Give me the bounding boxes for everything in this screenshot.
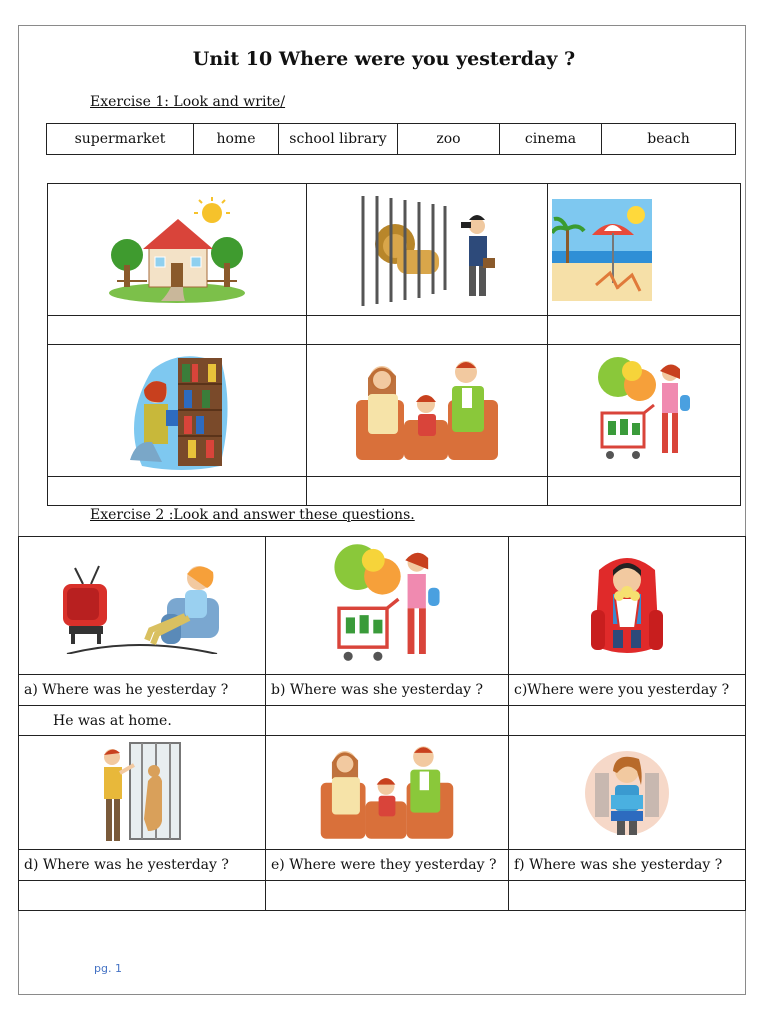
cinema-family-icon — [352, 356, 502, 466]
answer-blank[interactable] — [548, 477, 741, 506]
beach-icon — [552, 199, 652, 301]
word-home: home — [194, 124, 279, 155]
picture-cell — [307, 184, 548, 316]
word-zoo: zoo — [398, 124, 500, 155]
page-title: Unit 10 Where were you yesterday ? — [192, 48, 576, 70]
picture-cell — [509, 537, 746, 675]
watching-tv-icon — [57, 558, 227, 654]
answer-blank[interactable] — [307, 316, 548, 345]
supermarket-shopper-icon — [332, 542, 442, 670]
word-supermarket: supermarket — [47, 124, 194, 155]
picture-cell — [548, 345, 741, 477]
picture-cell — [266, 537, 509, 675]
library-icon — [122, 350, 232, 472]
word-cinema: cinema — [500, 124, 602, 155]
word-school-library: school library — [279, 124, 398, 155]
picture-cell — [307, 345, 548, 477]
supermarket-shopper-icon — [596, 355, 692, 467]
boy-popcorn-cinema-icon — [589, 550, 665, 662]
answer-blank[interactable] — [48, 477, 307, 506]
question-c: c)Where were you yesterday ? — [509, 675, 746, 706]
girl-reading-library-icon — [581, 745, 673, 841]
question-e: e) Where were they yesterday ? — [266, 850, 509, 881]
question-b: b) Where was she yesterday ? — [266, 675, 509, 706]
zoo-lion-icon — [357, 194, 497, 306]
picture-cell — [509, 736, 746, 850]
house-icon — [107, 195, 247, 305]
answer-c[interactable] — [509, 706, 746, 736]
cinema-family-icon — [317, 741, 457, 845]
picture-cell — [48, 345, 307, 477]
answer-b[interactable] — [266, 706, 509, 736]
word-beach: beach — [602, 124, 736, 155]
picture-cell — [19, 736, 266, 850]
picture-cell — [548, 184, 741, 316]
picture-cell — [48, 184, 307, 316]
exercise2-table — [18, 536, 746, 911]
exercise1-heading: Exercise 1: Look and write/ — [90, 94, 286, 110]
answer-blank[interactable] — [548, 316, 741, 345]
question-f: f) Where was she yesterday ? — [509, 850, 746, 881]
answer-blank[interactable] — [307, 477, 548, 506]
picture-cell — [266, 736, 509, 850]
page-number: pg. 1 — [94, 962, 122, 975]
answer-a[interactable]: He was at home. — [19, 706, 266, 736]
picture-cell — [19, 537, 266, 675]
exercise2-heading: Exercise 2 :Look and answer these questions. — [90, 507, 415, 523]
zoo-kangaroo-icon — [100, 741, 184, 845]
answer-e[interactable] — [266, 881, 509, 911]
question-a: a) Where was he yesterday ? — [19, 675, 266, 706]
exercise1-table — [47, 183, 741, 506]
answer-blank[interactable] — [48, 316, 307, 345]
word-bank-table — [46, 123, 736, 155]
question-d: d) Where was he yesterday ? — [19, 850, 266, 881]
answer-f[interactable] — [509, 881, 746, 911]
answer-d[interactable] — [19, 881, 266, 911]
